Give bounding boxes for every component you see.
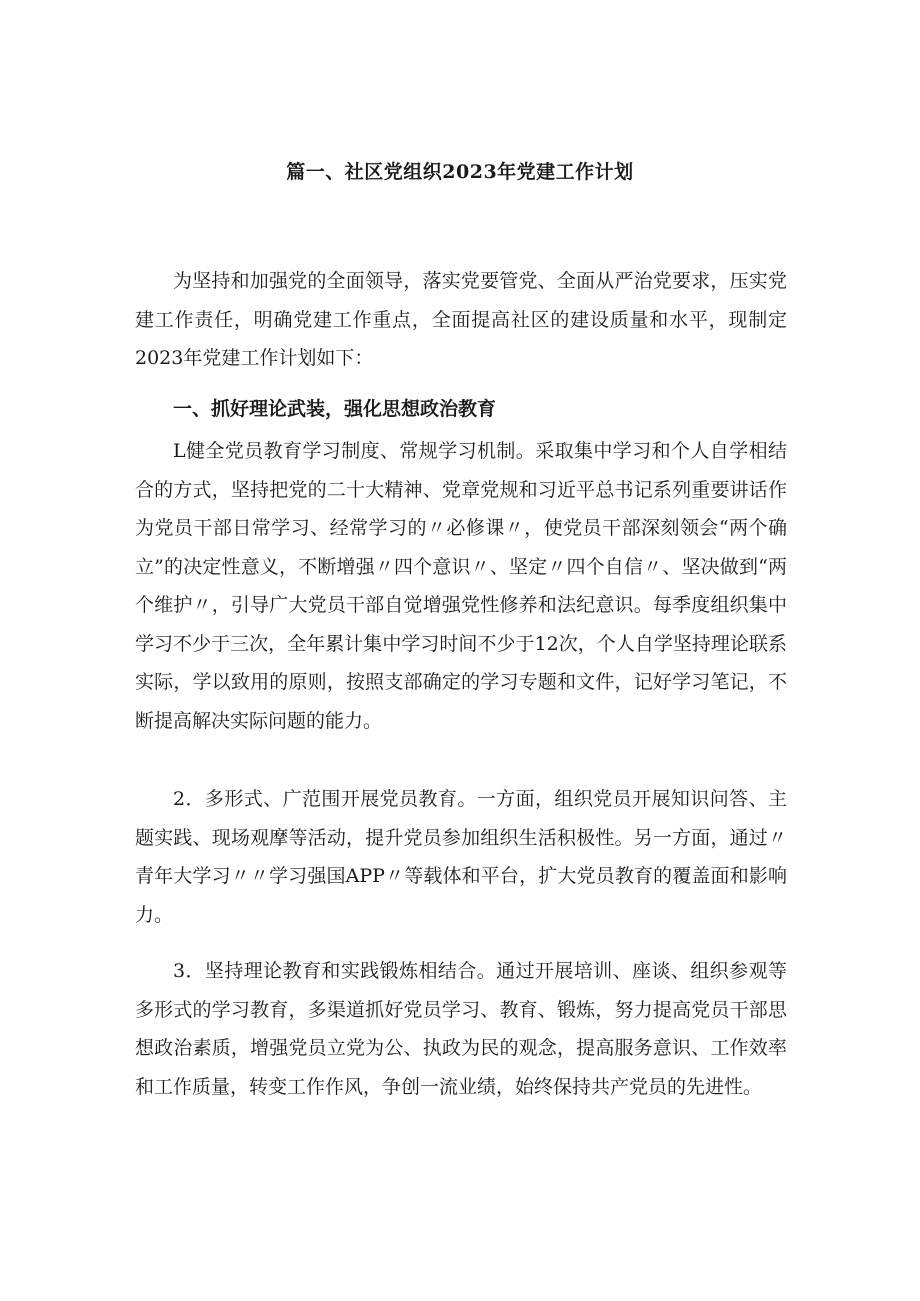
section-item-3: 3．坚持理论教育和实践锻炼相结合。通过开展培训、座谈、组织参观等多形式的学习教育，多渠道抓好党员学习、教育、锻炼，努力提高党员干部思想政治素质，增强党员立党为公、执政为民的观念，提高服务意识、工作效率和工作质量，转变工作作风，争创一流业绩，始终保持共产党员的先进性。 [135,960,787,1098]
section-item-2: 2．多形式、广范围开展党员教育。一方面，组织党员开展知识问答、主题实践、现场观摩等活动，提升党员参加组织生活积极性。另一方面，通过〃青年大学习〃〃学习强国APP〃等载体和平台，扩大党员教育的覆盖面和影响力。 [135,788,787,926]
section-item-1: L健全党员教育学习制度、常规学习机制。采取集中学习和个人自学相结合的方式，坚持把党的二十大精神、党章党规和习近平总书记系列重要讲话作为党员干部日常学习、经常学习的〃必修课〃，使党员干部深刻领会“两个确立”的决定性意义，不断增强〃四个意识〃、坚定〃四个自信〃、坚决做到“两个维护〃，引导广大党员干部自觉增强党性修养和法纪意识。每季度组织集中学习不少于三次，全年累计集中学习时间不少于12次，个人自学坚持理论联系实际，学以致用的原则，按照支部确定的学习专题和文件，记好学习笔记，不断提高解决实际问题的能力。 [135,440,787,732]
document-title: 篇一、社区党组织2023年党建工作计划 [286,161,634,183]
intro-paragraph: 为坚持和加强党的全面领导，落实党要管党、全面从严治党要求，压实党建工作责任，明确党建工作重点，全面提高社区的建设质量和水平，现制定2023年党建工作计划如下： [135,270,787,369]
section-heading: 一、抓好理论武装，强化思想政治教育 [173,398,497,420]
